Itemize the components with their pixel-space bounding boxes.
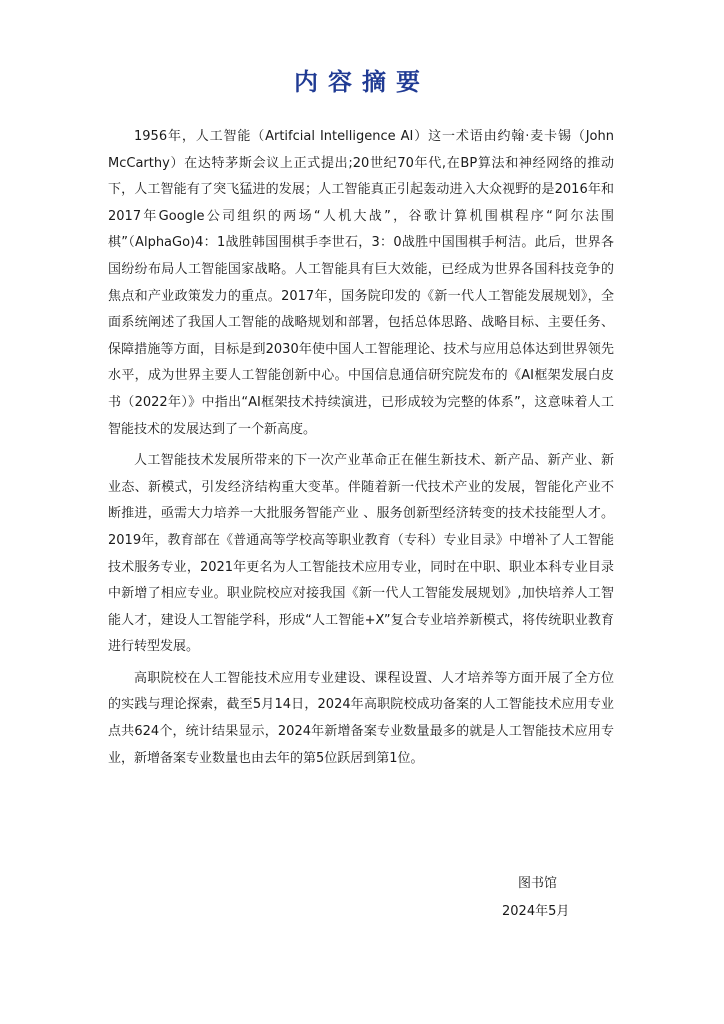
document-title: 内容摘要 xyxy=(294,68,430,96)
signature-block xyxy=(480,870,600,926)
paragraph-2: 人工智能技术发展所带来的下一次产业革命正在催生新技术、新产品、新产业、新业态、新模式，引发经济结构重大变革。伴随着新一代技术产业的发展，智能化产业不断推进，亟需大力培养一大批服务智能产业 、服务创新型经济转变的技术技能型人才。2019年，教育部在《普通高等学校高等职业教育（专科）专业目录》中增补了人工智能技术服务专业，2021年更名为人工智能技术应用专业，同时在中职、职业本科专业目录中新增了相应专业。职业院校应对接我国《新一代人工智能发展规划》,加快培养人工智能人才，建设人工智能学科，形成“人工智能+X”复合专业培养新模式，将传统职业教育进行转型发展。 xyxy=(108,453,614,655)
signature-date: 2024年5月 xyxy=(502,904,570,919)
signature-organization: 图书馆 xyxy=(518,876,558,891)
paragraph-3: 高职院校在人工智能技术应用专业建设、课程设置、人才培养等方面开展了全方位的实践与理论探索，截至5月14日，2024年高职院校成功备案的人工智能技术应用专业点共624个，统计结果显示，2024年新增备案专业数量最多的就是人工智能技术应用专业，新增备案专业数量也由去年的第5位跃居到第1位。 xyxy=(108,670,614,766)
paragraph-1: 1956年，人工智能（Artifcial Intelligence AI）这一术语由约翰·麦卡锡（John McCarthy）在达特茅斯会议上正式提出;20世纪70年代,在BP算法和神经网络的推动下，人工智能有了突飞猛进的发展；人工智能真正引起轰动进入大众视野的是2016年和2017年Google公司组织的两场“人机大战”，谷歌计算机围棋程序“阿尔法围棋”（AlphaGo)4：1战胜韩国围棋手李世石，3：0战胜中国围棋手柯洁。此后，世界各国纷纷布局人工智能国家战略。人工智能具有巨大效能，已经成为世界各国科技竞争的焦点和产业政策发力的重点。2017年，国务院印发的《新一代人工智能发展规划》，全面系统阐述了我国人工智能的战略规划和部署，包括总体思路、战略目标、主要任务、保障措施等方面，目标是到2030年使中国人工智能理论、技术与应用总体达到世界领先水平，成为世界主要人工智能创新中心。中国信息通信研究院发布的《AI框架发展白皮书（2022年）》中指出“AI框架技术持续演进，已形成较为完整的体系”，这意味着人工智能技术的发展达到了一个新高度。 xyxy=(108,129,614,437)
document-body xyxy=(108,124,614,777)
